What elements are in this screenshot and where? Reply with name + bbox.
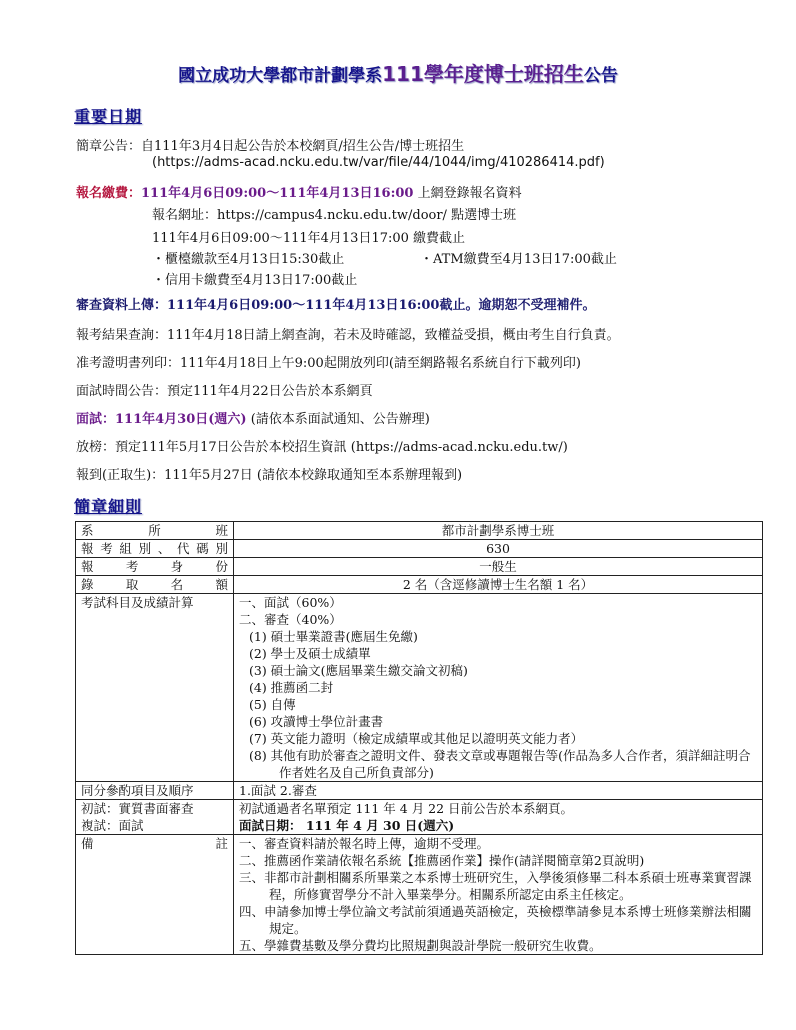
details-heading: 簡章細則 [74,497,143,516]
note-4: 四、申請參加博士學位論文考試前須通過英語檢定，英檢標準請參見本系博士班修業辦法相關規定。 [239,904,752,936]
interview-line [76,408,430,427]
identity-label: 報考身份 [76,558,234,576]
brochure-url[interactable]: (https://adms-acad.ncku.edu.tw/var/file/44/1044/img/410286414.pdf) [152,155,605,170]
subjects-value [234,594,763,782]
result-query: 報考結果查詢：111年4月18日請上網查詢，若未及時確認，致權益受損，概由考生自行負責。 [76,328,620,343]
atm-payment: ・ATM繳費至4月13日17:00截止 [420,252,617,267]
details-table [75,521,763,955]
brochure-label: 簡章公告： [76,139,142,154]
stage-label-first: 初試：實質書面審查 [81,801,194,816]
table-row [76,558,763,576]
review-item-5: (5) 自傳 [249,697,296,712]
page-title [0,58,796,87]
registration-label: 報名繳費： [76,186,142,201]
stage-label-second: 複試：面試 [81,818,144,833]
dept-label: 系所班 [76,522,234,540]
important-dates-heading: 重要日期 [74,107,143,126]
code-label: 報考組別、代碼別 [76,540,234,558]
review-item-8: (8) 其他有助於審查之證明文件、發表文章或專題報告等(作品為多人合作者，須詳細註明合作者姓名及自己所負責部分) [249,748,751,780]
upload-deadline: 審查資料上傳：111年4月6日09:00～111年4月13日16:00截止。逾期恕不受理補件。 [76,298,596,313]
review-item-4: (4) 推薦函二封 [249,680,334,695]
review-item-6: (6) 攻讀博士學位計畫書 [249,714,384,729]
review-item-2: (2) 學士及碩士成績單 [249,646,371,661]
tie-label: 同分參酌項目及順序 [76,782,234,800]
stage-value-second: 面試日期： 111 年 4 月 30 日(週六) [239,818,455,833]
table-row [76,782,763,800]
notes-label: 備註 [76,835,234,955]
table-row [76,800,763,835]
subject-review: 二、審查（40%） [239,612,342,627]
tie-value: 1.面試 2.審查 [234,782,763,800]
interview-notice: 面試時間公告：預定111年4月22日公告於本系網頁 [76,384,373,399]
table-row [76,522,763,540]
card-payment: ・信用卡繳費至4月13日17:00截止 [152,273,358,288]
report-line: 報到(正取生)：111年5月27日 (請依本校錄取通知至本系辦理報到) [76,468,463,483]
registration-site[interactable]: 報名網址：https://campus4.ncku.edu.tw/door/ 點選博士班 [152,208,517,223]
title-main: 111學年度博士班招生 [382,62,584,86]
title-prefix: 國立成功大學都市計劃學系 [178,66,383,86]
interview-note: (請依本系面試通知、公告辦理) [246,412,430,427]
registration-desc: 上網登錄報名資料 [413,186,522,201]
table-row [76,540,763,558]
table-row [76,594,763,782]
subject-interview: 一、面試（60%） [239,595,342,610]
identity-value: 一般生 [234,558,763,576]
title-suffix: 公告 [583,66,618,86]
review-item-1: (1) 碩士畢業證書(應屆生免繳) [249,629,418,644]
note-1: 一、審查資料請於報名時上傳，逾期不受理。 [239,836,490,851]
note-5: 五、學雜費基數及學分費均比照規劃與設計學院一般研究生收費。 [239,938,602,953]
registration-period: 111年4月6日09:00～111年4月13日16:00 [141,186,414,201]
brochure-text: 自111年3月4日起公告於本校網頁/招生公告/博士班招生 [141,139,465,154]
note-3: 三、非都市計劃相關系所畢業之本系博士班研究生，入學後須修畢二科本系碩士班專業實習課程，所修實習學分不計入畢業學分。相關系所認定由系主任核定。 [239,870,752,902]
interview-date: 面試：111年4月30日(週六) [76,412,247,427]
dept-value: 都市計劃學系博士班 [234,522,763,540]
review-item-7: (7) 英文能力證明（檢定成績單或其他足以證明英文能力者） [249,731,584,746]
payment-period: 111年4月6日09:00～111年4月13日17:00 繳費截止 [152,231,466,246]
stage-label [76,800,234,835]
stage-value-first: 初試通過者名單預定 111 年 4 月 22 日前公告於本系網頁。 [239,801,574,816]
table-row [76,576,763,594]
subjects-label: 考試科目及成績計算 [76,594,234,782]
counter-payment: ・櫃檯繳款至4月13日15:30截止 [152,252,345,267]
quota-value: 2 名（含逕修讀博士生名額 1 名） [234,576,763,594]
release-line: 放榜：預定111年5月17日公告於本校招生資訊 (https://adms-acad.ncku.edu.tw/) [76,440,568,455]
note-2: 二、推薦函作業請依報名系統【推薦函作業】操作(請詳閱簡章第2頁說明) [239,853,645,868]
table-row [76,835,763,955]
notes-value [234,835,763,955]
code-value: 630 [234,540,763,558]
quota-label: 錄取名額 [76,576,234,594]
brochure-line [76,135,464,154]
registration-line [76,182,522,201]
stage-value [234,800,763,835]
review-item-3: (3) 碩士論文(應屆畢業生繳交論文初稿) [249,663,468,678]
admission-card: 准考證明書列印：111年4月18日上午9:00起開放列印(請至網路報名系統自行下載列印) [76,356,581,371]
